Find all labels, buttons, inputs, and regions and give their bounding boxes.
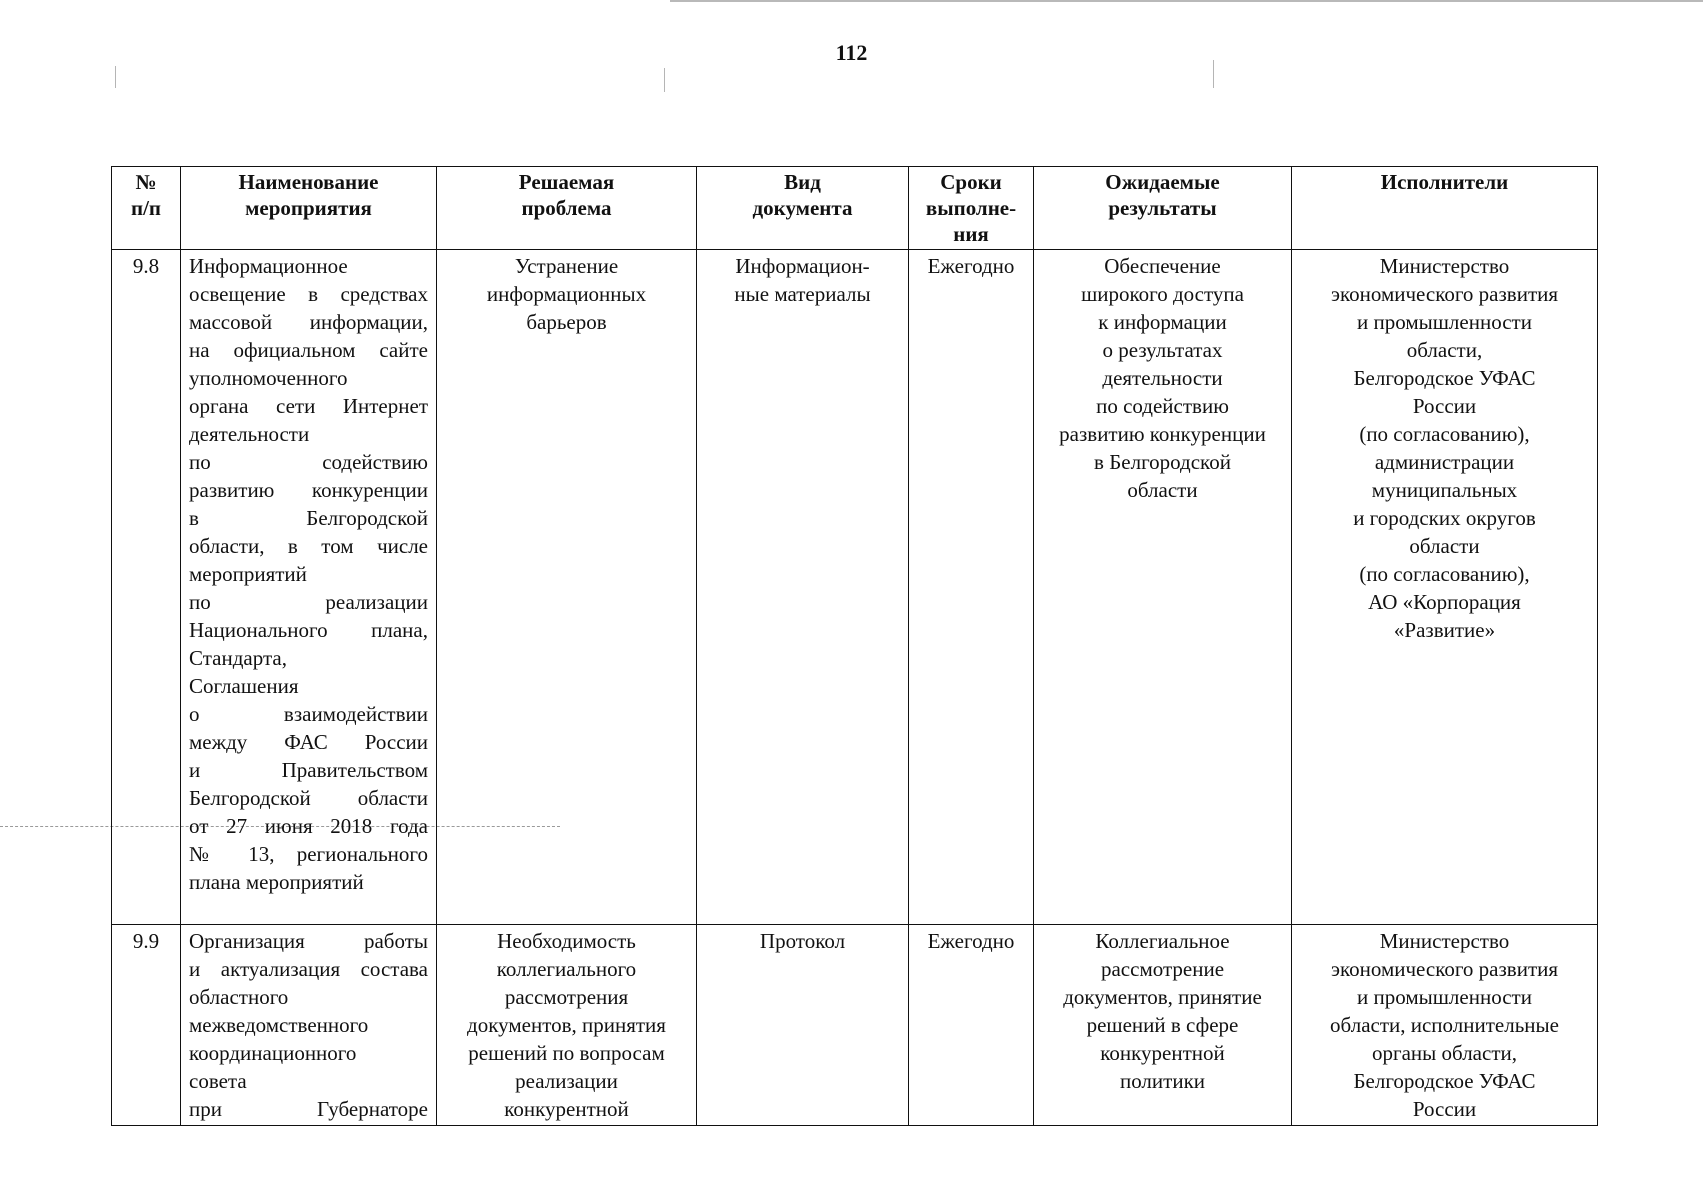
document-type-cell: Протокол xyxy=(697,925,909,1126)
executors-cell: Министерство экономического развития и промышленности области, Белгородское УФАС России (по согласованию), администрации муниципальных и городских округов области (по согласованию), АО «Корпорация «Развитие» xyxy=(1292,250,1598,925)
table-row xyxy=(112,925,1598,1126)
row-number: 9.8 xyxy=(112,250,181,925)
header-number: № п/п xyxy=(112,167,181,250)
header-activity-name: Наименование мероприятия xyxy=(181,167,437,250)
row-number: 9.9 xyxy=(112,925,181,1126)
table-row xyxy=(112,250,1598,925)
header-deadline: Сроки выполне- ния xyxy=(909,167,1034,250)
top-edge-rule xyxy=(670,0,1703,2)
scan-speck xyxy=(664,68,665,92)
header-expected-results: Ожидаемые результаты xyxy=(1034,167,1292,250)
activity-name-cell: Информационное освещение в средствах массовой информации, на официальном сайте уполномоченного органа сети Интернет деятельности по содействию развитию конкуренции в Белгородской области, в том числе мероприятий по реализации Национального плана, Стандарта, Соглашения о взаимодействии между ФАС России и Правительством Белгородской области от 27 июня 2018 года № 13, регионального плана мероприятий xyxy=(181,250,437,925)
page-number: 112 xyxy=(835,40,868,65)
expected-results-cell: Обеспечение широкого доступа к информации о результатах деятельности по содействию развитию конкуренции в Белгородской области xyxy=(1034,250,1292,925)
scan-speck xyxy=(115,66,116,88)
activity-name-cell: Организация работы и актуализация состава областного межведомственного координационного совета при Губернаторе xyxy=(181,925,437,1126)
header-executors: Исполнители xyxy=(1292,167,1598,250)
header-problem: Решаемая проблема xyxy=(437,167,697,250)
problem-cell: Необходимость коллегиального рассмотрения документов, принятия решений по вопросам реализации конкурентной xyxy=(437,925,697,1126)
header-document-type: Вид документа xyxy=(697,167,909,250)
expected-results-cell: Коллегиальное рассмотрение документов, принятие решений в сфере конкурентной политики xyxy=(1034,925,1292,1126)
deadline-cell: Ежегодно xyxy=(909,925,1034,1126)
problem-cell: Устранение информационных барьеров xyxy=(437,250,697,925)
deadline-cell: Ежегодно xyxy=(909,250,1034,925)
document-type-cell: Информацион- ные материалы xyxy=(697,250,909,925)
table-header-row xyxy=(112,167,1598,250)
executors-cell: Министерство экономического развития и промышленности области, исполнительные органы области, Белгородское УФАС России xyxy=(1292,925,1598,1126)
action-plan-table xyxy=(111,166,1598,1126)
